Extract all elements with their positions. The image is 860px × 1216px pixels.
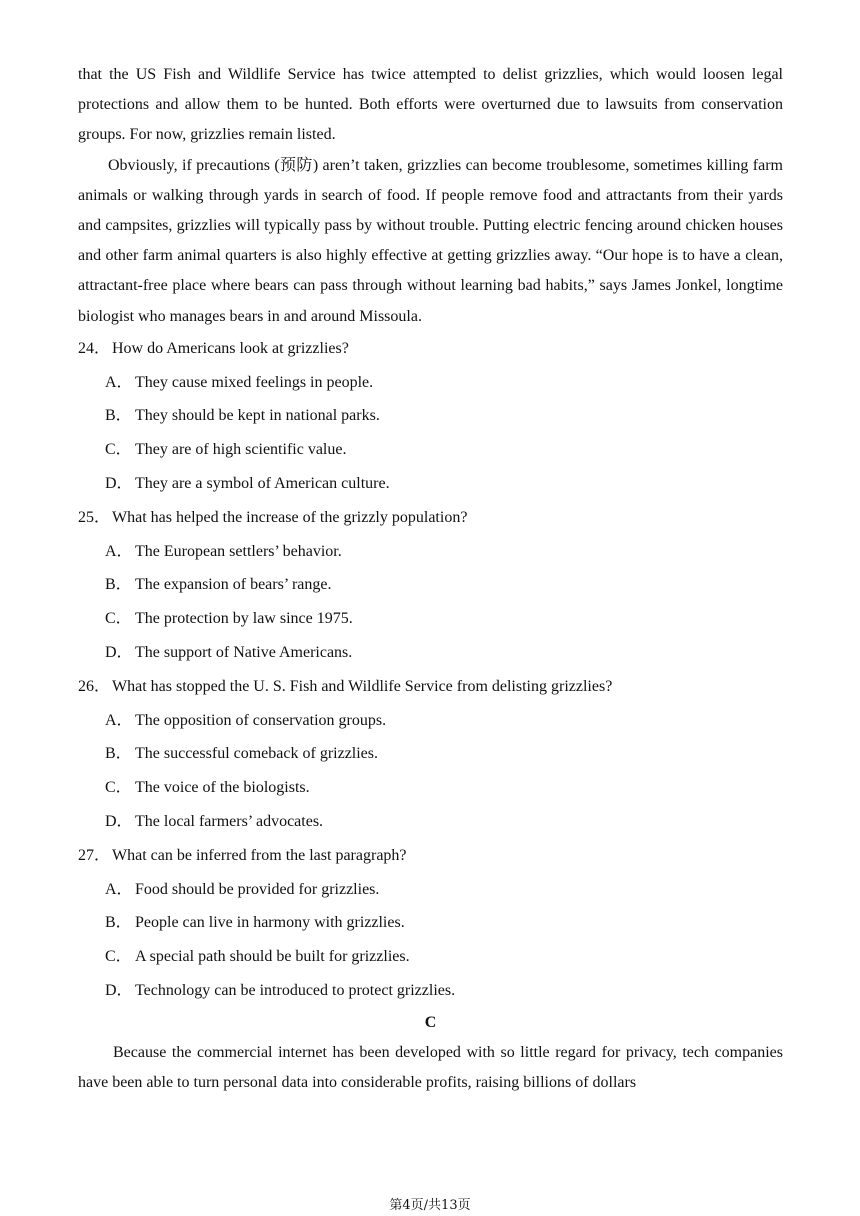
option-text: They cause mixed feelings in people. xyxy=(135,373,374,391)
option-text: The European settlers’ behavior. xyxy=(135,542,342,560)
option-text: The support of Native Americans. xyxy=(135,644,353,661)
option-text: The expansion of bears’ range. xyxy=(135,576,332,594)
option-c xyxy=(78,940,783,974)
question-24 xyxy=(78,332,783,501)
question-stem xyxy=(78,501,783,535)
option-text: The opposition of conservation groups. xyxy=(135,711,387,729)
question-number: 24． xyxy=(78,339,111,357)
option-text: A special path should be built for grizzlies. xyxy=(135,948,410,966)
option-label: D． xyxy=(105,475,133,493)
option-label: C． xyxy=(105,441,132,459)
option-label: A． xyxy=(105,373,133,391)
option-label: A． xyxy=(105,880,133,898)
question-text: How do Americans look at grizzlies? xyxy=(112,339,349,357)
question-stem xyxy=(78,670,783,704)
option-d xyxy=(78,467,783,501)
option-text: The voice of the biologists. xyxy=(135,779,310,797)
option-text: Food should be provided for grizzlies. xyxy=(135,880,380,898)
passage-b-paragraph-1: that the US Fish and Wildlife Service has twice attempted to delist grizzlies, which would loosen legal protections and allow them to be hunted. Both efforts were overturned due to lawsuits from conservation groups. For now, grizzlies remain listed. xyxy=(78,66,783,144)
question-text: What can be inferred from the last paragraph? xyxy=(112,846,407,864)
option-label: D． xyxy=(105,812,133,830)
option-a xyxy=(78,704,783,738)
option-c xyxy=(78,771,783,805)
option-a xyxy=(78,535,783,569)
option-label: B． xyxy=(105,407,132,425)
option-label: B． xyxy=(105,576,132,594)
question-number: 27． xyxy=(78,846,111,864)
question-26 xyxy=(78,670,783,839)
option-label: C． xyxy=(105,610,132,628)
option-b xyxy=(78,737,783,771)
option-label: D． xyxy=(105,644,133,661)
option-label: C． xyxy=(105,948,132,966)
option-label: D． xyxy=(105,981,133,999)
document-page xyxy=(78,60,783,1098)
option-a xyxy=(78,366,783,400)
passage-b-paragraph-2: Obviously, if precautions (预防) aren’t taken, grizzlies can become troublesome, sometimes killing farm animals or walking through yards in search of food. If people remove food and attractants from their yards and campsites, grizzlies will typically pass by without trouble. Putting electric fencing around chicken houses and other farm animal quarters is also highly effective at getting grizzlies away. “Our hope is to have a clean, attractant-free place where bears can pass through without learning bad habits,” says James Jonkel, longtime biologist who manages bears in and around Missoula. xyxy=(78,156,783,325)
option-label: C． xyxy=(105,779,132,797)
question-number: 25． xyxy=(78,508,111,526)
option-text: They are a symbol of American culture. xyxy=(135,475,390,493)
option-text: The successful comeback of grizzlies. xyxy=(135,745,379,763)
section-heading-c: C xyxy=(424,1013,437,1031)
option-c xyxy=(78,602,783,636)
option-label: B． xyxy=(105,914,132,932)
option-d xyxy=(78,636,783,670)
option-d xyxy=(78,805,783,839)
passage-c-paragraph-1: Because the commercial internet has been developed with so little regard for privacy, tech companies have been able to turn personal data into considerable profits, raising billions of dollars xyxy=(78,1043,783,1091)
option-a xyxy=(78,873,783,907)
option-d xyxy=(78,974,783,1008)
option-label: B． xyxy=(105,745,132,763)
option-text: The local farmers’ advocates. xyxy=(135,812,324,830)
option-b xyxy=(78,399,783,433)
option-b xyxy=(78,568,783,602)
option-c xyxy=(78,433,783,467)
page-footer: 第4页/共13页 xyxy=(389,1198,471,1213)
option-b xyxy=(78,906,783,940)
question-number: 26． xyxy=(78,677,111,695)
question-stem xyxy=(78,839,783,873)
option-text: They should be kept in national parks. xyxy=(135,407,380,425)
question-text: What has helped the increase of the grizzly population? xyxy=(112,508,468,526)
option-label: A． xyxy=(105,711,133,729)
question-text: What has stopped the U. S. Fish and Wildlife Service from delisting grizzlies? xyxy=(112,677,613,695)
option-text: People can live in harmony with grizzlies. xyxy=(135,914,405,932)
question-stem xyxy=(78,332,783,366)
option-text: They are of high scientific value. xyxy=(135,441,347,459)
option-text: The protection by law since 1975. xyxy=(135,610,353,628)
question-25 xyxy=(78,501,783,670)
option-text: Technology can be introduced to protect grizzlies. xyxy=(135,981,456,999)
question-27 xyxy=(78,839,783,1008)
option-label: A． xyxy=(105,542,133,560)
